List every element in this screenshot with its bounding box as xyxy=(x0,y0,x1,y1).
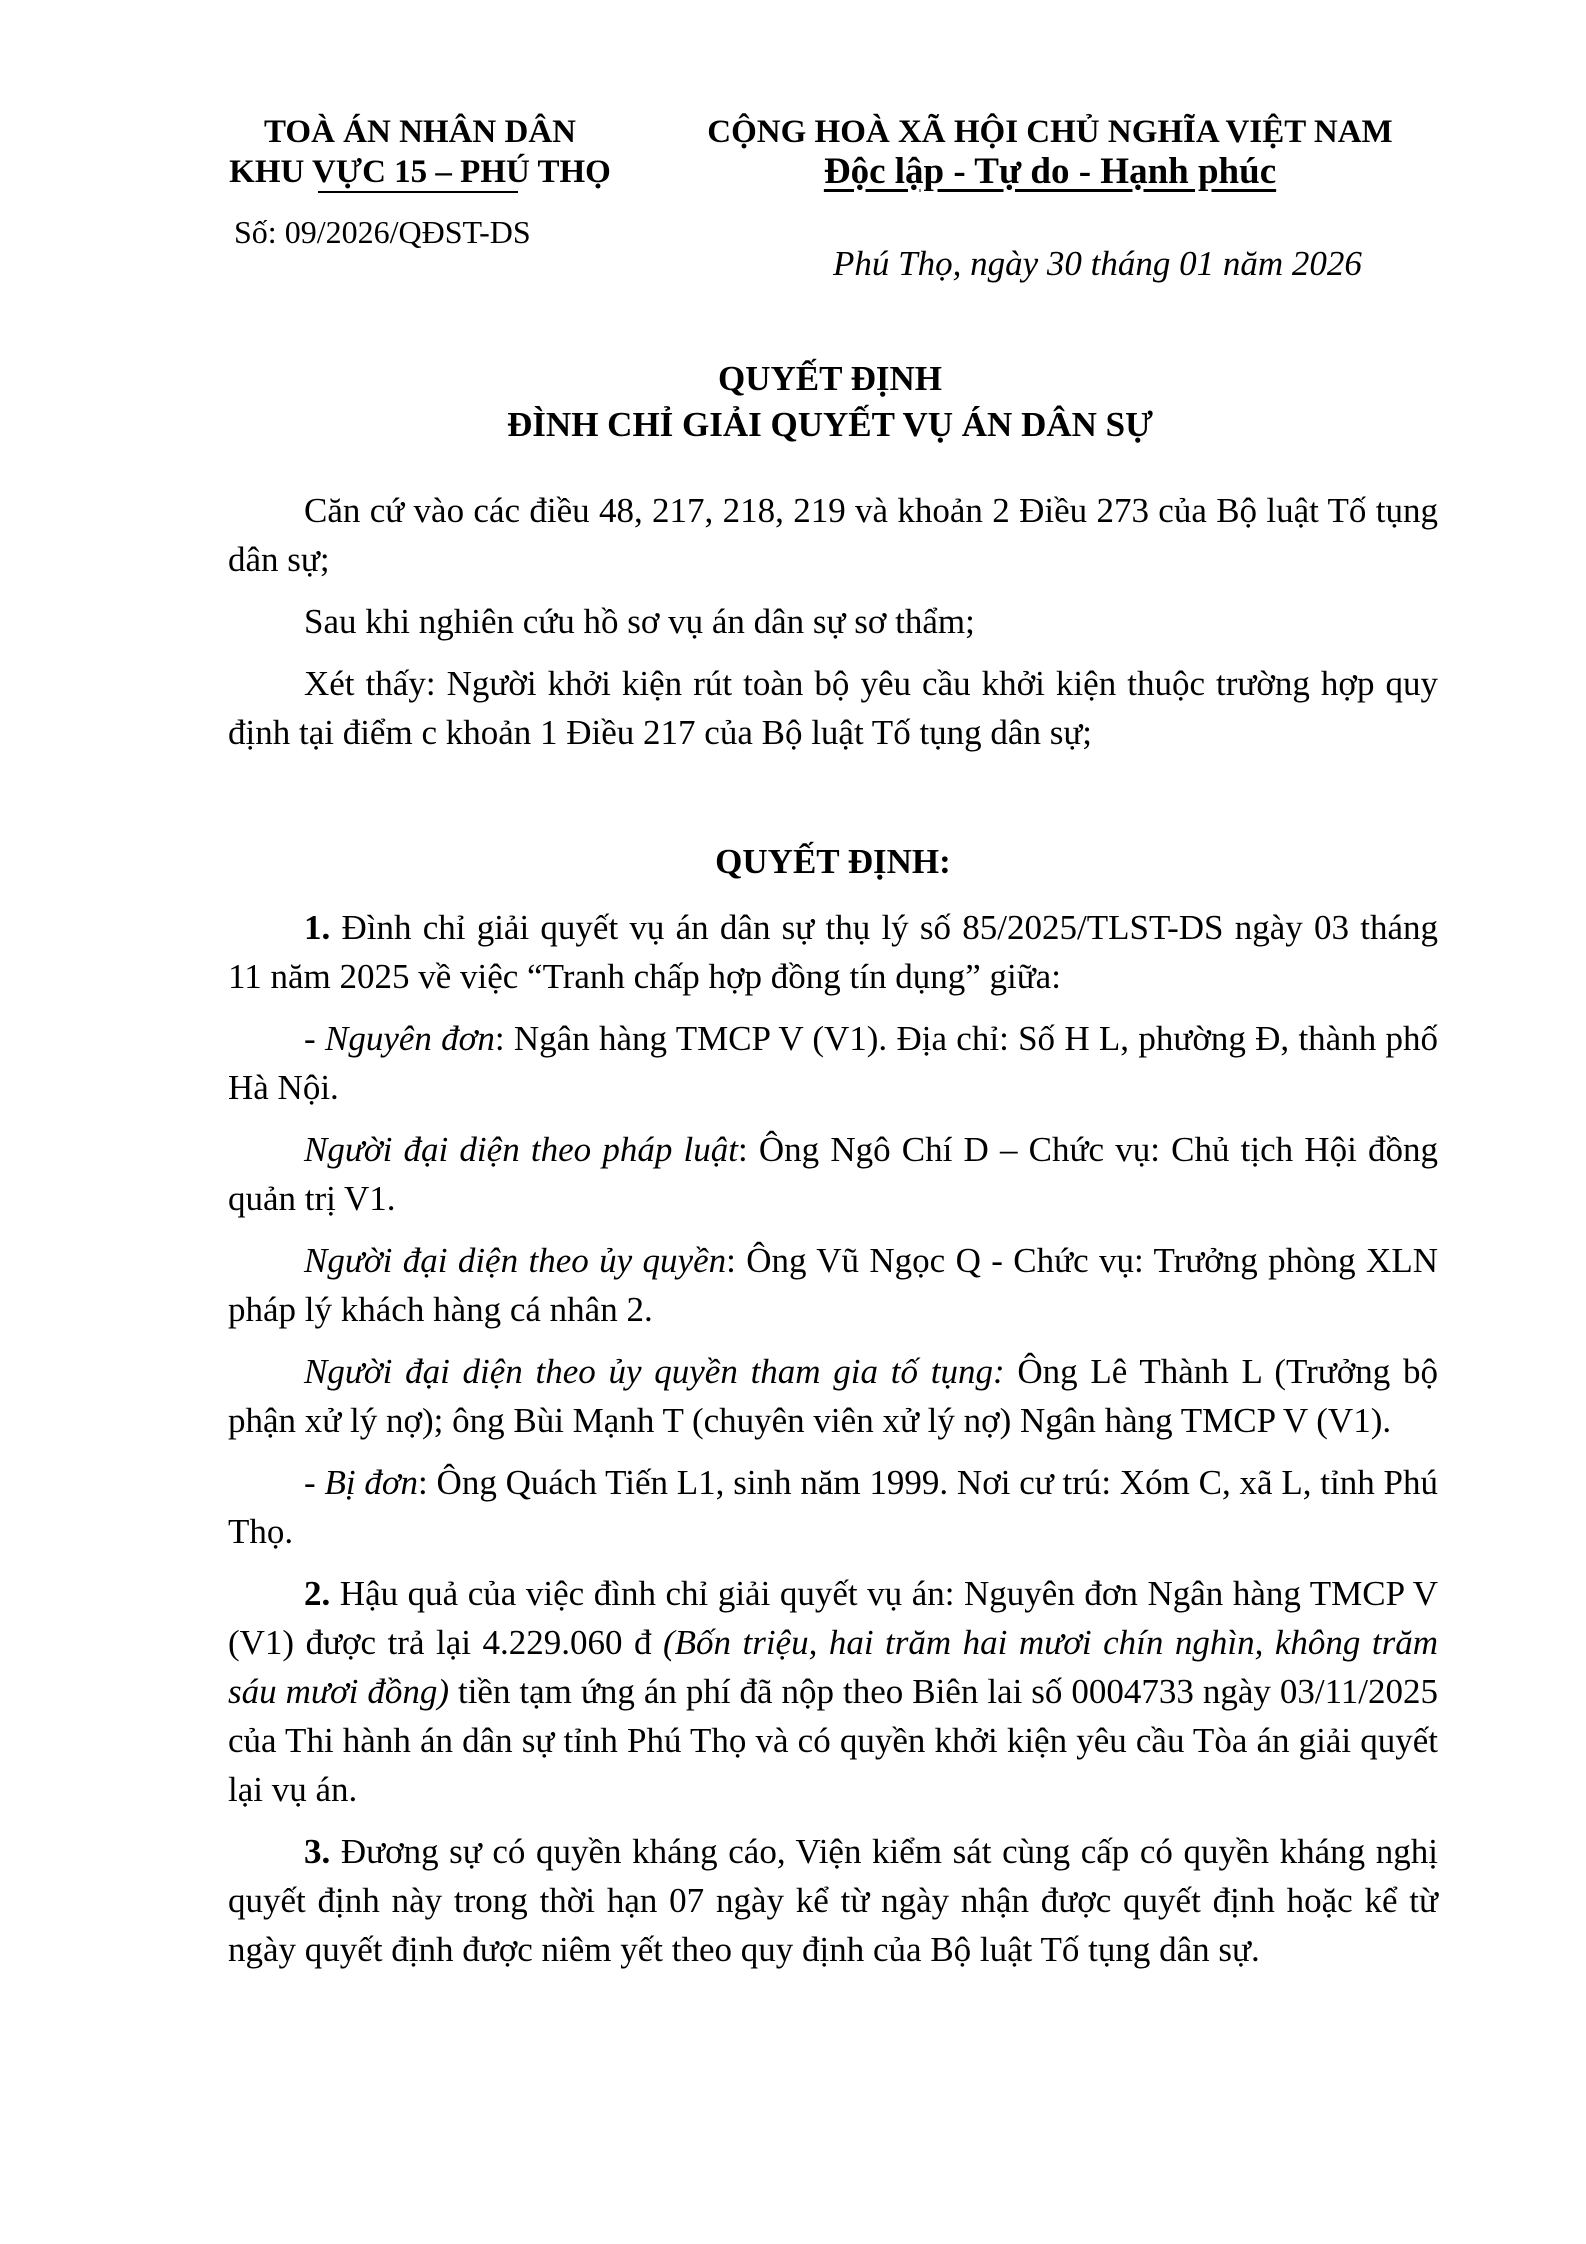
decision-item-3 xyxy=(228,1827,1438,1974)
lit-rep-label: Người đại diện theo ủy quyền tham gia tố tụng: xyxy=(304,1352,1005,1391)
plaintiff-paragraph xyxy=(228,1014,1438,1112)
document-number: Số: 09/2026/QĐST-DS xyxy=(234,214,531,250)
plaintiff-label: Nguyên đơn xyxy=(324,1019,495,1058)
auth-rep-label: Người đại diện theo ủy quyền xyxy=(304,1241,727,1280)
court-header xyxy=(200,112,640,192)
defendant-label: Bị đơn xyxy=(324,1463,419,1502)
document-title xyxy=(0,356,1586,448)
amount-in-words: (Bốn triệu, hai trăm hai mươi chín nghìn, không trăm sáu mươi đồng) xyxy=(228,1623,1438,1711)
defendant-paragraph xyxy=(228,1458,1438,1556)
item-number: 3. xyxy=(304,1832,331,1871)
plaintiff-text: : Ngân hàng TMCP V (V1). Địa chỉ: Số H L, phường Đ, thành phố Hà Nội. xyxy=(228,1019,1439,1107)
national-header xyxy=(690,112,1410,193)
legal-representative-paragraph xyxy=(228,1125,1438,1223)
decision-heading: QUYẾT ĐỊNH: xyxy=(715,842,951,881)
dash: - xyxy=(304,1019,325,1058)
item-text-b: tiền tạm ứng án phí đã nộp theo Biên lai số 0004733 ngày 03/11/2025 của Thi hành án dân sự tỉnh Phú Thọ và có quyền khởi kiện yêu cầu Tòa án giải quyết lại vụ án. xyxy=(228,1672,1438,1809)
preamble-legal-basis: Căn cứ vào các điều 48, 217, 218, 219 và khoản 2 Điều 273 của Bộ luật Tố tụng dân sự; xyxy=(228,491,1438,579)
court-name: TOÀ ÁN NHÂN DÂN xyxy=(264,114,576,150)
authorized-representative-paragraph xyxy=(228,1236,1438,1334)
court-header-divider xyxy=(318,191,518,193)
legal-rep-text: : Ông Ngô Chí D – Chức vụ: Chủ tịch Hội đồng quản trị V1. xyxy=(228,1130,1438,1218)
title-line-2: ĐÌNH CHỈ GIẢI QUYẾT VỤ ÁN DÂN SỰ xyxy=(507,405,1153,444)
item-text: Đình chỉ giải quyết vụ án dân sự thụ lý số 85/2025/TLST-DS ngày 03 tháng 11 năm 2025 về việc “Tranh chấp hợp đồng tín dụng” giữa: xyxy=(228,908,1438,996)
place-date: Phú Thọ, ngày 30 tháng 01 năm 2026 xyxy=(833,244,1362,283)
title-line-1: QUYẾT ĐỊNH xyxy=(718,359,942,398)
national-motto: Độc lập - Tự do - Hạnh phúc xyxy=(823,151,1277,192)
defendant-text: : Ông Quách Tiến L1, sinh năm 1999. Nơi cư trú: Xóm C, xã L, tỉnh Phú Thọ. xyxy=(228,1463,1438,1551)
litigation-representative-paragraph xyxy=(228,1347,1438,1445)
national-title: CỘNG HOÀ XÃ HỘI CHỦ NGHĨA VIỆT NAM xyxy=(707,114,1393,150)
item-number: 2. xyxy=(304,1574,331,1613)
lit-rep-text: Ông Lê Thành L (Trưởng bộ phận xử lý nợ); ông Bùi Mạnh T (chuyên viên xử lý nợ) Ngân hàng TMCP V (V1). xyxy=(228,1352,1438,1440)
item-text-a: Hậu quả của việc đình chỉ giải quyết vụ án: Nguyên đơn Ngân hàng TMCP V (V1) được trả lại 4.229.060 đ xyxy=(228,1574,1438,1662)
decision-item-1 xyxy=(228,903,1438,1001)
preamble xyxy=(228,486,1438,770)
court-region: KHU VỰC 15 – PHÚ THỌ xyxy=(229,154,611,190)
dash: - xyxy=(304,1463,325,1502)
decision-item-2 xyxy=(228,1569,1438,1814)
item-text: Đương sự có quyền kháng cáo, Viện kiểm sát cùng cấp có quyền kháng nghị quyết định này trong thời hạn 07 ngày kể từ ngày nhận được quyết định hoặc kể từ ngày quyết định được niêm yết theo quy định của Bộ luật Tố tụng dân sự. xyxy=(228,1832,1438,1969)
preamble-review: Sau khi nghiên cứu hồ sơ vụ án dân sự sơ thẩm; xyxy=(304,602,975,641)
auth-rep-text: : Ông Vũ Ngọc Q - Chức vụ: Trưởng phòng XLN pháp lý khách hàng cá nhân 2. xyxy=(228,1241,1438,1329)
decision-body xyxy=(228,903,1438,1987)
preamble-finding: Xét thấy: Người khởi kiện rút toàn bộ yêu cầu khởi kiện thuộc trường hợp quy định tại điểm c khoản 1 Điều 217 của Bộ luật Tố tụng dân sự; xyxy=(228,664,1438,752)
item-number: 1. xyxy=(304,908,331,947)
legal-rep-label: Người đại diện theo pháp luật xyxy=(304,1130,738,1169)
